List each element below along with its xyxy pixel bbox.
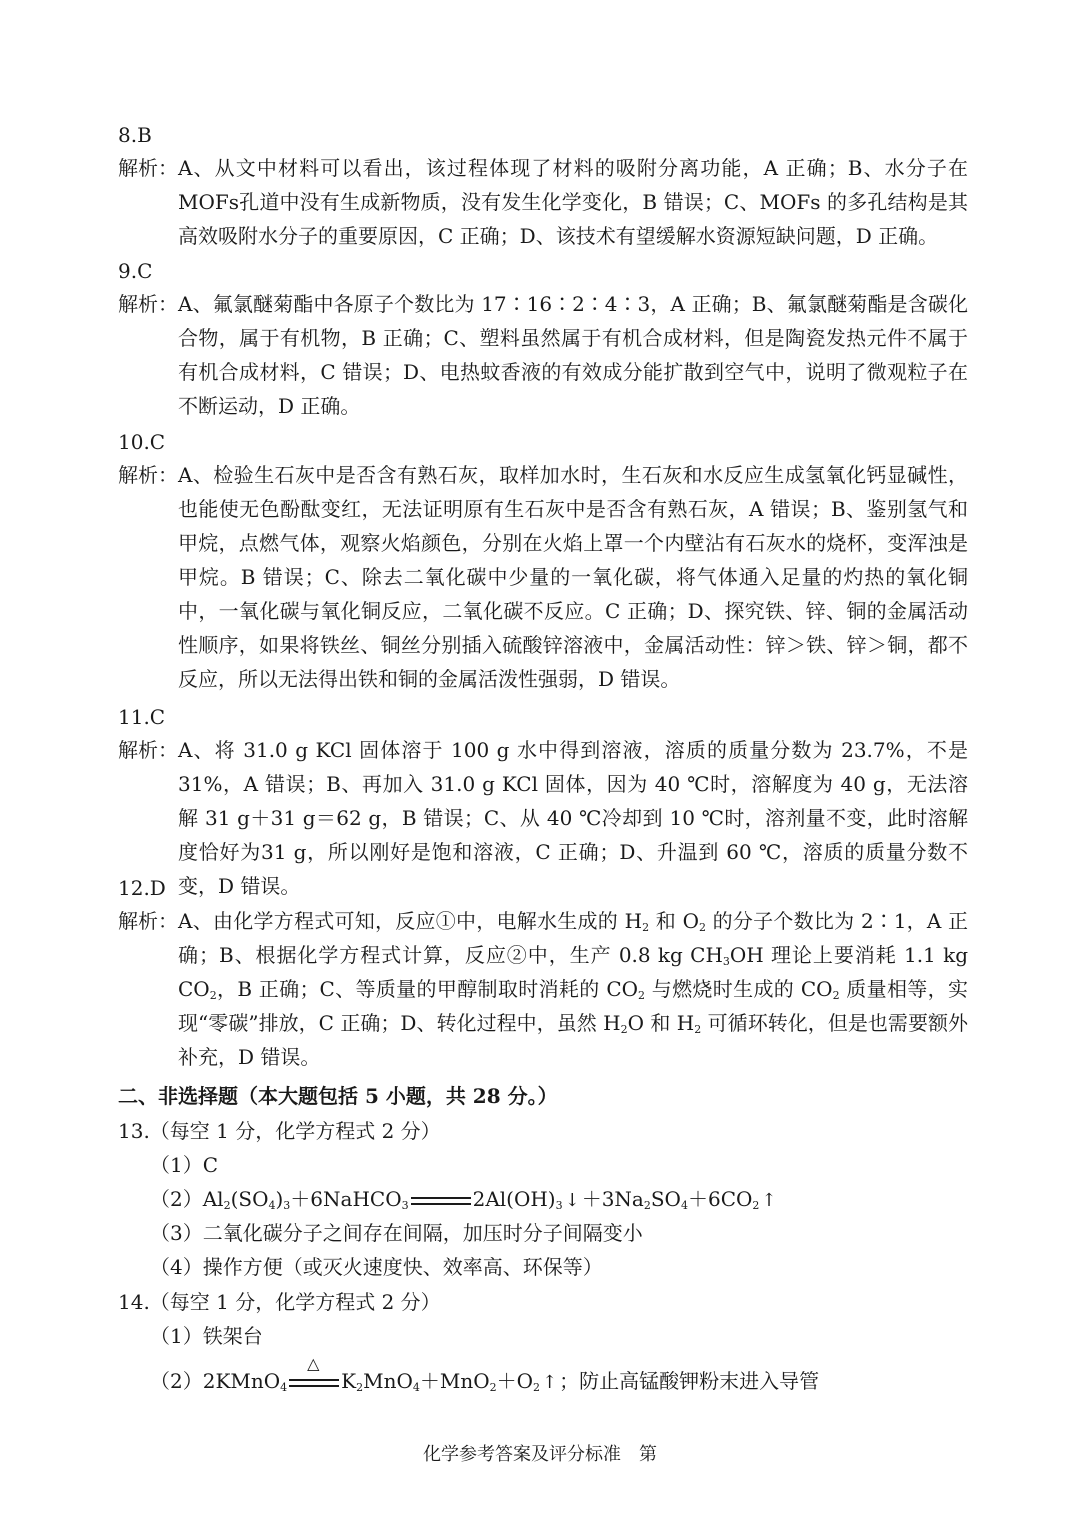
- page-footer: 化学参考答案及评分标准 第: [423, 1444, 657, 1465]
- question-14-heading: 14.（每空 1 分，化学方程式 2 分）: [118, 1290, 441, 1314]
- q13-equation: $(2)Al_2(SO_4)_3+6NaHCO_3$ $2Al(OH)_3$ ↓ $+3Na_2SO_4+6CO_2$ ↑: [150, 1187, 777, 1212]
- answer-11: 11.C: [118, 705, 166, 729]
- explanation-text: A、由化学方程式可知，反应①中，电解水生成的 $H_2$ 和 $O_2$ 的分子个数比为 2∶1，A 正确；B、根据化学方程式计算，反应②中，生产 0.8 kg $CH_3OH$ 理论上要消耗 1.1 kg $CO_2$，B 正确；C、等质量的甲醇制取时消耗的 $CO_2$ 与燃烧时生成的 $CO_2$ 质量相等，实现“零碳”排放，C 正确；D、转化过程中，虽然 $H_2O$ 和 $H_2$ 可循环转化，但是也需要额外补充，D 错误。: [178, 909, 969, 1069]
- explanation-9: [118, 287, 968, 423]
- q14-part-1: （1）铁架台: [150, 1324, 263, 1348]
- explanation-label: 解析：: [118, 909, 178, 933]
- explanation-8: [118, 151, 968, 253]
- q13-part-4: （4）操作方便（或灭火速度快、效率高、环保等）: [150, 1255, 603, 1279]
- gas-arrow-icon: ↑: [542, 1372, 558, 1393]
- explanation-11: [118, 733, 968, 903]
- explanation-12: [118, 904, 968, 1074]
- q13-part-1: （1）C: [150, 1153, 219, 1177]
- q13-part-3: （3）二氧化碳分子之间存在间隔，加压时分子间隔变小: [150, 1221, 643, 1245]
- explanation-10: [118, 458, 968, 696]
- explanation-label: 解析：: [118, 292, 178, 316]
- equals-sign-icon: [411, 1194, 471, 1208]
- question-13-heading: 13.（每空 1 分，化学方程式 2 分）: [118, 1119, 441, 1143]
- answer-8: 8.B: [118, 123, 152, 147]
- gas-arrow-icon: ↑: [761, 1190, 777, 1211]
- explanation-text: A、检验生石灰中是否含有熟石灰，取样加水时，生石灰和水反应生成氢氧化钙显碱性，也能使无色酚酞变红，无法证明原有生石灰中是否含有熟石灰，A 错误；B、鉴别氢气和甲烷，点燃气体，观察火焰颜色，分别在火焰上罩一个内壁沾有石灰水的烧杯，变浑浊是甲烷。B 错误；C、除去二氧化碳中少量的一氧化碳，将气体通入足量的灼热的氧化铜中，一氧化碳与氧化铜反应，二氧化碳不反应。C 正确；D、探究铁、锌、铜的金属活动性顺序，如果将铁丝、铜丝分别插入硫酸锌溶液中，金属活动性：锌＞铁、锌＞铜，都不反应，所以无法得出铁和铜的金属活泼性强弱，D 错误。: [178, 463, 968, 691]
- explanation-label: 解析：: [118, 738, 178, 762]
- explanation-text: A、从文中材料可以看出，该过程体现了材料的吸附分离功能，A 正确；B、水分子在MOFs孔道中没有生成新物质，没有发生化学变化，B 错误；C、MOFs 的多孔结构是其高效吸附水分子的重要原因，C 正确；D、该技术有望缓解水资源短缺问题，D 正确。: [178, 156, 968, 248]
- answer-10: 10.C: [118, 430, 166, 454]
- heat-triangle-icon: △: [307, 1353, 320, 1373]
- explanation-text: A、将 31.0 g KCl 固体溶于 100 g 水中得到溶液，溶质的质量分数为 23.7%，不是31%，A 错误；B、再加入 31.0 g KCl 固体，因为 40 ℃时，溶解度为 40 g，无法溶解 31 g＋31 g＝62 g，B 错误；C、从 40 ℃冷却到 10 ℃时，溶剂量不变，此时溶解度恰好为31 g，所以刚好是饱和溶液，C 正确；D、升温到 60 ℃，溶质的质量分数不变，D 错误。: [178, 738, 968, 898]
- section-heading: 二、非选择题（本大题包括 5 小题，共 28 分。）: [118, 1084, 558, 1108]
- explanation-label: 解析：: [118, 156, 178, 180]
- heating-equals-sign-icon: [289, 1353, 339, 1390]
- explanation-text: A、氟氯醚菊酯中各原子个数比为 17∶16∶2∶4∶3，A 正确；B、氟氯醚菊酯是含碳化合物，属于有机物，B 正确；C、塑料虽然属于有机合成材料，但是陶瓷发热元件不属于有机合成材料，C 错误；D、电热蚊香液的有效成分能扩散到空气中，说明了微观粒子在不断运动，D 正确。: [178, 292, 968, 418]
- explanation-label: 解析：: [118, 463, 178, 487]
- answer-9: 9.C: [118, 259, 153, 283]
- precipitate-arrow-icon: ↓: [564, 1190, 580, 1211]
- answer-12: 12.D: [118, 876, 166, 900]
- q14-equation: （2）2KMnO$_4$ △ $K_2MnO_4+MnO_2+O_2$ ↑ ；防止高锰酸钾粉末进入导管: [150, 1353, 820, 1394]
